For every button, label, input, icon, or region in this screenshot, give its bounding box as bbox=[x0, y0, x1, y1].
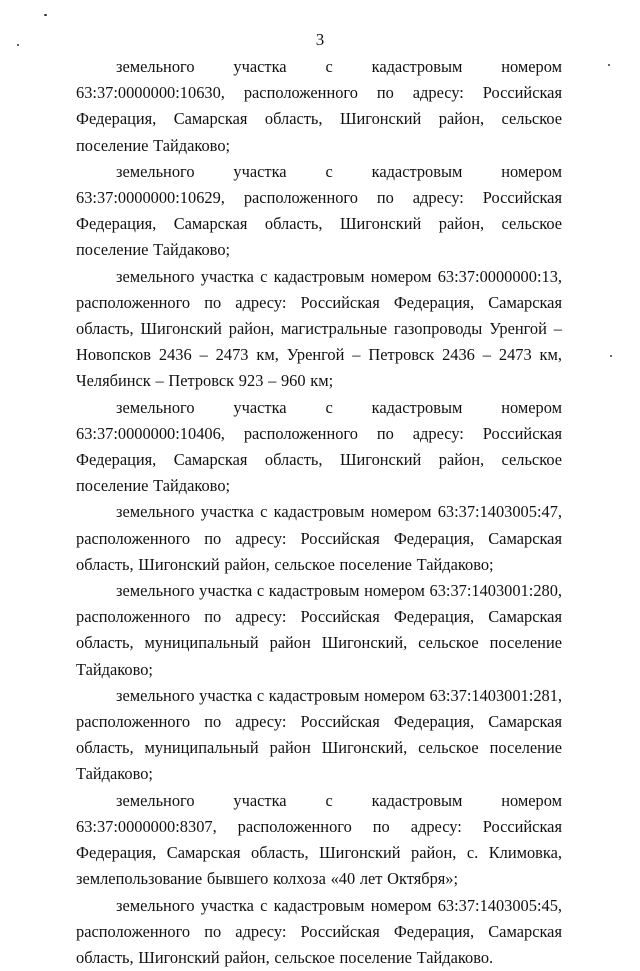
page-number: 3 bbox=[0, 30, 640, 50]
scan-speck bbox=[608, 64, 610, 66]
paragraph-parcel-10629: земельного участка с кадастровым номером 63:37:0000000:10629, расположенного по адресу: Российская Федерация, Самарская область, Шигонский район, сельское поселение Тайдаково; bbox=[76, 159, 562, 264]
paragraph-parcel-45: земельного участка с кадастровым номером 63:37:1403005:45, расположенного по адресу: Российская Федерация, Самарская область, Шигонский район, сельское поселение Тайдаково. bbox=[76, 893, 562, 971]
paragraph-parcel-10630: земельного участка с кадастровым номером 63:37:0000000:10630, расположенного по адресу: Российская Федерация, Самарская область, Шигонский район, сельское поселение Тайдаково; bbox=[76, 54, 562, 159]
paragraph-parcel-280: земельного участка с кадастровым номером 63:37:1403001:280, расположенного по адресу: Российская Федерация, Самарская область, муниципальный район Шигонский, сельское поселение Тайдаково; bbox=[76, 578, 562, 683]
paragraph-parcel-47: земельного участка с кадастровым номером 63:37:1403005:47, расположенного по адресу: Российская Федерация, Самарская область, Шигонский район, сельское поселение Тайдаково; bbox=[76, 499, 562, 578]
paragraph-parcel-10406: земельного участка с кадастровым номером 63:37:0000000:10406, расположенного по адресу: Российская Федерация, Самарская область, Шигонский район, сельское поселение Тайдаково; bbox=[76, 395, 562, 500]
document-body bbox=[76, 54, 562, 971]
paragraph-parcel-281: земельного участка с кадастровым номером 63:37:1403001:281, расположенного по адресу: Российская Федерация, Самарская область, муниципальный район Шигонский, сельское поселение Тайдаково; bbox=[76, 683, 562, 788]
scan-speck bbox=[610, 355, 612, 357]
paragraph-parcel-8307: земельного участка с кадастровым номером 63:37:0000000:8307, расположенного по адресу: Российская Федерация, Самарская область, Шигонский район, с. Климовка, землепользование бывшего колхоза «40 лет Октября»; bbox=[76, 788, 562, 893]
paragraph-parcel-13: земельного участка с кадастровым номером 63:37:0000000:13, расположенного по адресу: Российская Федерация, Самарская область, Шигонский район, магистральные газопроводы Уренгой – Новопсков 2436 – 2473 км, Уренгой – Петровск 2436 – 2473 км, Челябинск – Петровск 923 – 960 км; bbox=[76, 264, 562, 395]
scan-speck bbox=[44, 14, 47, 16]
